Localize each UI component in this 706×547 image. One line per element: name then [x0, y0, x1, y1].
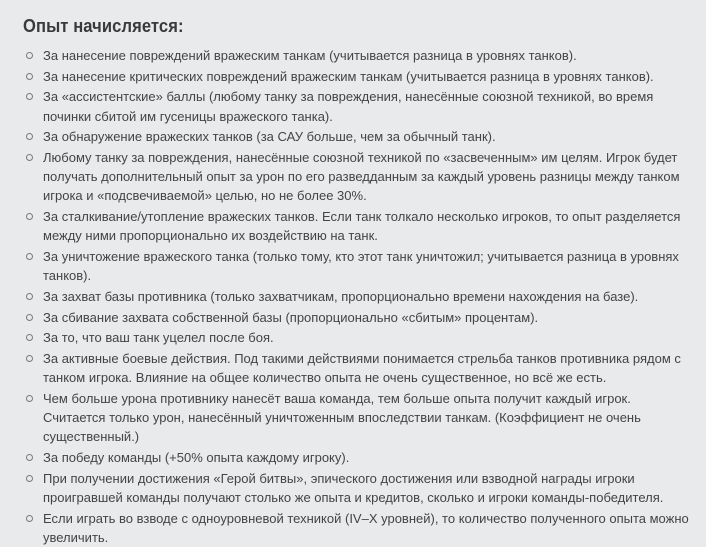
bullet-icon: [26, 395, 33, 402]
bullet-icon: [26, 314, 33, 321]
list-item: [23, 287, 693, 306]
list-item-text: За захват базы противника (только захватчикам, пропорционально времени нахождения на базе).: [43, 288, 639, 304]
bullet-icon: [26, 253, 33, 260]
list-item: [23, 308, 693, 327]
list-item: [23, 67, 693, 86]
list-item-text: За сталкивание/утопление вражеских танков. Если танк толкало несколько игроков, то опыт разделяется между ними пропорционально их воздействию на танк.: [43, 209, 681, 244]
list-item-text: За сбивание захвата собственной базы (пропорционально «сбитым» процентам).: [43, 309, 539, 325]
list-item: [23, 448, 693, 467]
list-item: [23, 127, 693, 146]
bullet-icon: [26, 93, 33, 100]
list-item: [23, 509, 693, 547]
list-item: [23, 46, 693, 65]
list-item-text: Любому танку за повреждения, нанесённые союзной техникой по «засвеченным» им целям. Игрок будет получать дополнительный опыт за урон по его разведданным за каждый уровень разницы между танком игрока и «подсвечиваемой» целью, но не более 30%.: [43, 150, 680, 204]
list-item: [23, 207, 693, 245]
bullet-icon: [26, 133, 33, 140]
list-item-text: За «ассистентские» баллы (любому танку за повреждения, нанесённые союзной техникой, во время починки сбитой им гусеницы вражеского танка).: [43, 89, 654, 124]
bullet-icon: [26, 52, 33, 59]
bullet-icon: [26, 154, 33, 161]
list-item: [23, 247, 693, 285]
list-item: [23, 328, 693, 347]
list-item: [23, 87, 693, 125]
bullet-icon: [26, 454, 33, 461]
bullet-icon: [26, 213, 33, 220]
list-item-text: За обнаружение вражеских танков (за САУ больше, чем за обычный танк).: [43, 129, 496, 145]
list-item: [23, 389, 693, 447]
bullet-icon: [26, 475, 33, 482]
list-item-text: За активные боевые действия. Под такими действиями понимается стрельба танков противника рядом с танком игрока. Влияние на общее количество опыта не очень существенное, но всё же есть.: [43, 351, 681, 386]
list-item: [23, 148, 693, 206]
list-item: [23, 469, 693, 507]
section-heading: Опыт начисляется:: [23, 16, 184, 36]
bullet-icon: [26, 73, 33, 80]
list-item-text: За нанесение повреждений вражеским танкам (учитывается разница в уровнях танков).: [43, 48, 577, 63]
list-item-text: При получении достижения «Герой битвы», эпического достижения или взводной награды игроки проигравшей команды получают столько же опыта и кредитов, сколько и игроки команды-победителя.: [43, 470, 664, 505]
bullet-icon: [26, 515, 33, 522]
list-item-text: За уничтожение вражеского танка (только тому, кто этот танк уничтожил; учитывается разница в уровнях танков).: [43, 249, 679, 284]
list-item-text: Чем больше урона противнику нанесёт ваша команда, тем больше опыта получит каждый игрок. Считается только урон, нанесённый уничтоженным впоследствии танкам. (Коэффициент не очень существенный.): [43, 390, 641, 445]
list-item-text: За то, что ваш танк уцелел после боя.: [43, 330, 274, 346]
list-item: [23, 349, 693, 387]
experience-list: [23, 46, 693, 547]
bullet-icon: [26, 334, 33, 341]
list-item-text: За победу команды (+50% опыта каждому игроку).: [43, 450, 350, 466]
list-item-text: За нанесение критических повреждений вражеским танкам (учитывается разница в уровнях танков).: [43, 68, 654, 84]
list-item-text: Если играть во взводе с одноуровневой техникой (IV–X уровней), то количество полученного опыта можно увеличить.: [43, 510, 689, 545]
bullet-icon: [26, 293, 33, 300]
bullet-icon: [26, 355, 33, 362]
